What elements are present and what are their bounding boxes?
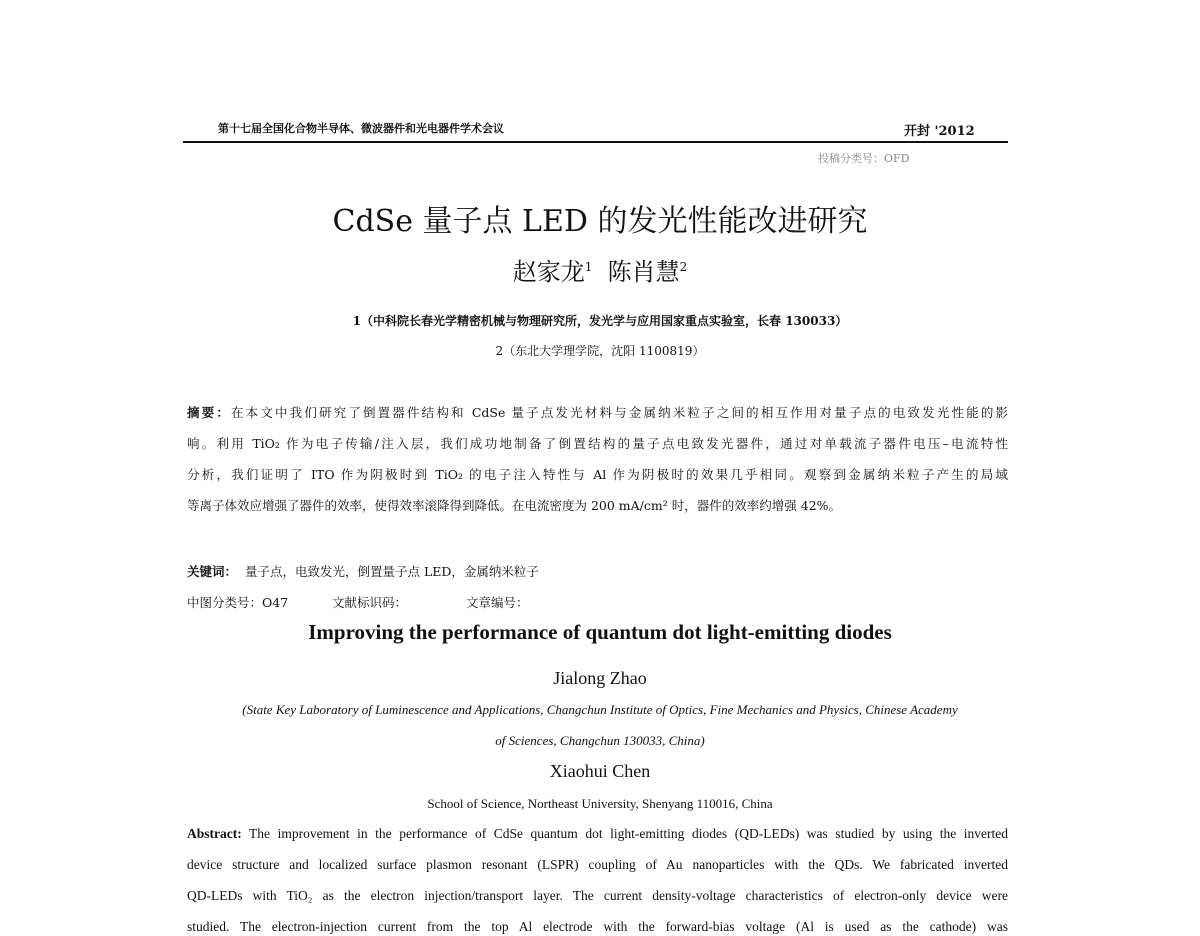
author-en-1: Jialong Zhao [553,668,647,688]
abstract-en-line: studied. The electron-injection current from the top Al electrode with the forward-bias voltage (Al is used as the cathode) was [187,919,1008,934]
conference-header: 第十七届全国化合物半导体、微波器件和光电器件学术会议 [218,122,504,135]
author-en-2: Xiaohui Chen [549,761,651,781]
affiliation-cn-2: 2（东北大学理学院，沈阳 1100819） [495,344,705,358]
header-rule [183,141,1008,143]
submission-class: 投稿分类号：OFD [818,152,910,165]
doc-code: 文献标识码： [332,595,408,610]
abstract-cn-line: 等离子体效应增强了器件的效率，使得效率滚降得到降低。在电流密度为 200 mA/cm² 时，器件的效率约增强 42%。 [187,498,841,513]
authors-cn: 赵家龙$^1$ 陈肖慧$^2$ [512,258,688,286]
abstract-cn-line: 响。利用 TiO₂ 作为电子传输/注入层，我们成功地制备了倒置结构的量子点电致发光器件，通过对单载流子器件电压–电流特性 [187,436,1008,451]
abstract-cn-line: 分析，我们证明了 ITO 作为阴极时到 TiO₂ 的电子注入特性与 Al 作为阴极时的效果几乎相同。观察到金属纳米粒子产生的局域 [187,467,1008,482]
clc-number: 中图分类号：O47 [187,595,289,610]
affiliation-cn-1: 1（中科院长春光学精密机械与物理研究所，发光学与应用国家重点实验室，长春 130033） [352,314,848,328]
affiliation-en-1-cont: of Sciences, Changchun 130033, China) [495,733,705,748]
author-name: 赵家龙 [512,258,585,286]
abstract-cn-line: 摘要：在本文中我们研究了倒置器件结构和 CdSe 量子点发光材料与金属纳米粒子之间的相互作用对量子点的电致发光性能的影 [187,405,1008,420]
affiliation-en-1: (State Key Laboratory of Luminescence and Applications, Changchun Institute of Optics, Fine Mechanics and Physics, Chinese Academy [242,702,958,717]
abstract-en-line: device structure and localized surface plasmon resonant (LSPR) coupling of Au nanoparticles with the QDs. We fabricated inverted [187,857,1008,872]
title-cn: CdSe 量子点 LED 的发光性能改进研究 [332,204,868,239]
keywords-cn: 关键词： 量子点，电致发光，倒置量子点 LED，金属纳米粒子 [187,564,539,579]
title-en: Improving the performance of quantum dot light-emitting diodes [308,620,892,644]
abstract-en-line: QD-LEDs with TiO₂ as the electron injection/transport layer. The current density-voltage characteristics of electron-only device were [187,888,1008,903]
abstract-en-line: Abstract: The improvement in the performance of CdSe quantum dot light-emitting diodes (QD-LEDs) was studied by using the inverted [187,826,1008,841]
location-year: 开封 '2012 [904,124,975,139]
article-number: 文章编号： [466,595,529,610]
affiliation-en-2: School of Science, Northeast University, Shenyang 110016, China [427,796,773,811]
author-name: 陈肖慧 [607,258,680,286]
